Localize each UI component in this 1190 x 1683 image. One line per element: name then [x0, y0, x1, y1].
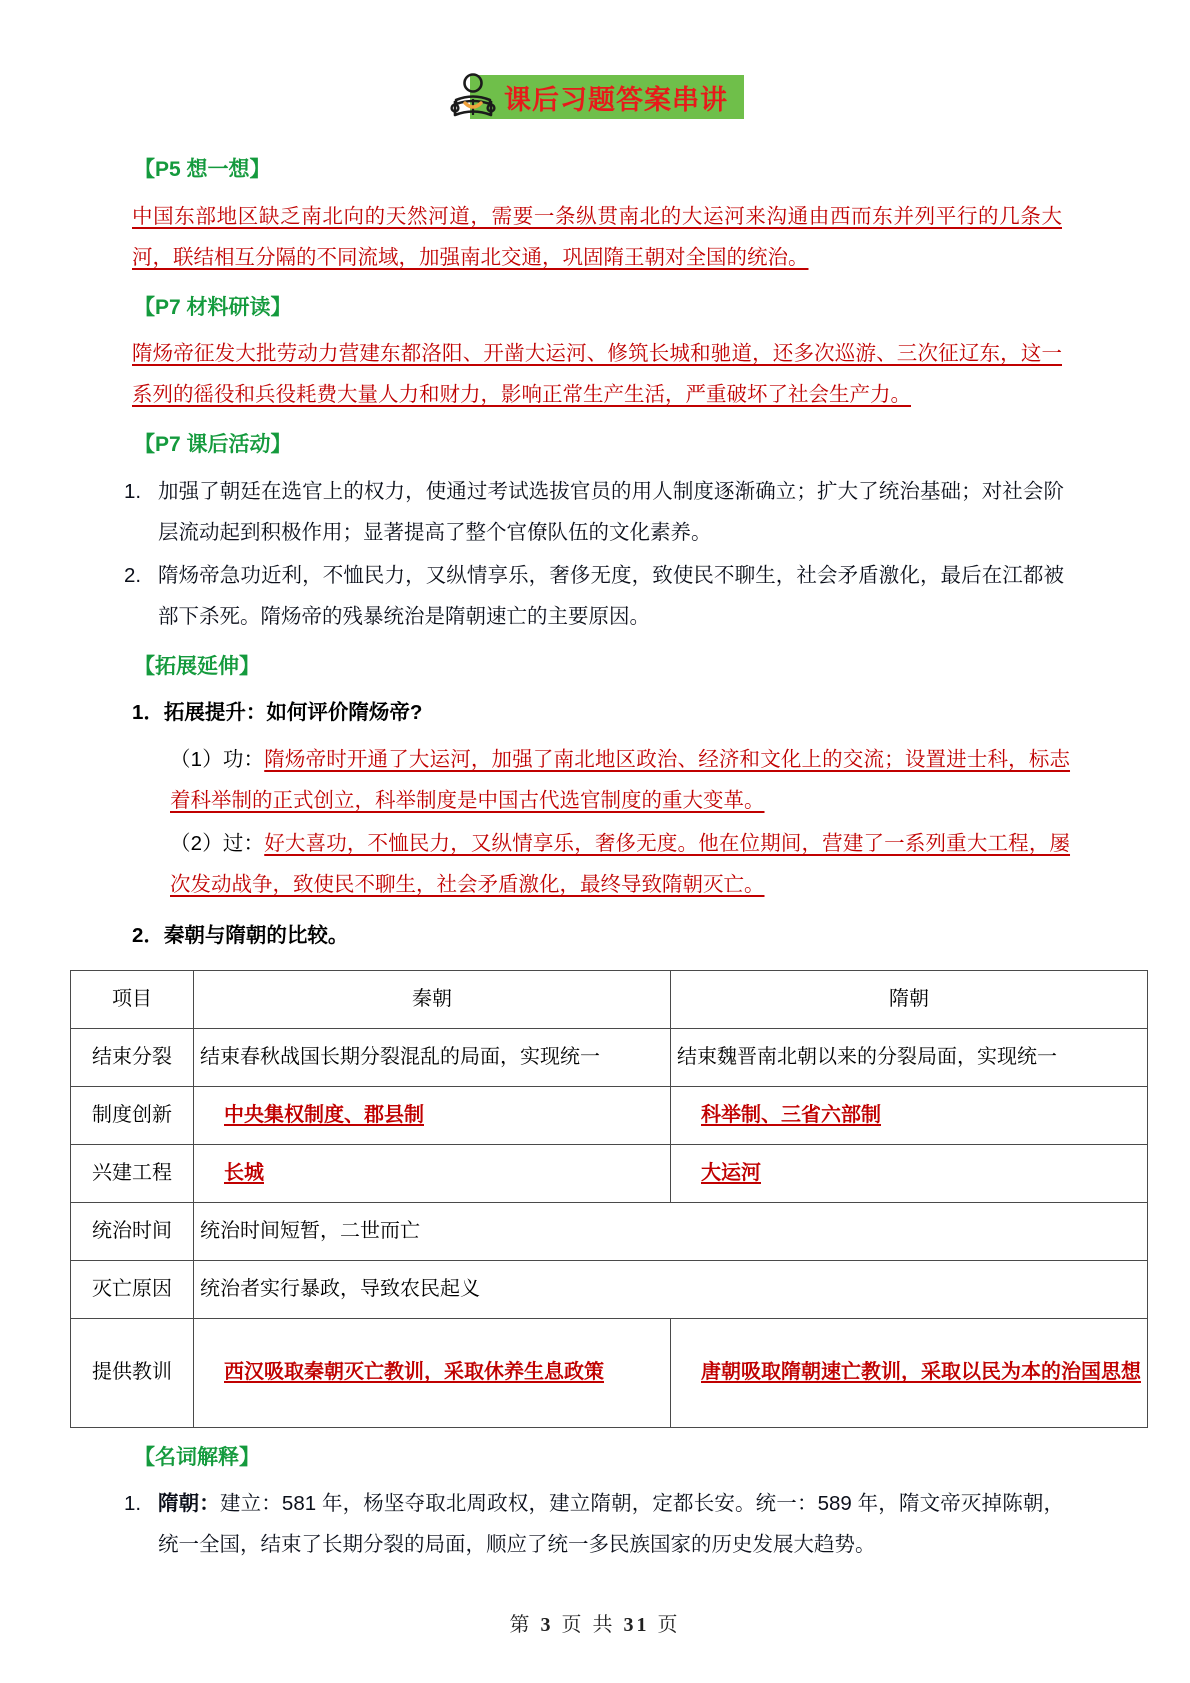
glossary-item-body [158, 1483, 1064, 1565]
table-row [71, 1028, 1148, 1086]
table-cell-sui: 结束魏晋南北朝以来的分裂局面，实现统一 [671, 1028, 1148, 1086]
table-cell-merged: 统治者实行暴政，导致农民起义 [194, 1260, 1148, 1318]
extension-fault [170, 823, 1070, 905]
list-item-text: 隋炀帝急功近利，不恤民力，又纵情享乐，奢侈无度，致使民不聊生，社会矛盾激化，最后在江都被部下杀死。隋炀帝的残暴统治是隋朝速亡的主要原因。 [158, 563, 1064, 628]
comparison-table [70, 970, 1148, 1428]
page-footer [0, 1608, 1190, 1637]
list-item-text: 加强了朝廷在选官上的权力，使通过考试选拔官员的用人制度逐渐确立；扩大了统治基础；对社会阶层流动起到积极作用；显著提高了整个官僚队伍的文化素养。 [158, 479, 1064, 544]
extension-merit-text: 隋炀帝时开通了大运河，加强了南北地区政治、经济和文化上的交流；设置进士科，标志着科举制的正式创立，科举制度是中国古代选官制度的重大变革。 [170, 747, 1071, 812]
extension-fault-label: （2）过： [170, 831, 265, 855]
section-heading-glossary: 【名词解释】 [134, 1445, 260, 1469]
extension-item2-title: 2．秦朝与隋朝的比较。 [132, 923, 349, 947]
answer-p5-text: 中国东部地区缺乏南北向的天然河道，需要一条纵贯南北的大运河来沟通由西而东并列平行的几条大河，联结相互分隔的不同流域，加强南北交通，巩固隋王朝对全国的统治。 [132, 204, 1062, 269]
table-row-label: 灭亡原因 [71, 1260, 194, 1318]
banner-bar [470, 75, 744, 119]
extension-fault-text: 好大喜功，不恤民力，又纵情享乐，奢侈无度。他在位期间，营建了一系列重大工程，屡次发动战争，致使民不聊生，社会矛盾激化，最终导致隋朝灭亡。 [170, 831, 1071, 896]
table-cell-sui: 大运河 [671, 1144, 1148, 1202]
glossary-item-text: 建立：581 年，杨坚夺取北周政权，建立隋朝，定都长安。统一：589 年，隋文帝灭掉陈朝，统一全国，结束了长期分裂的局面，顺应了统一多民族国家的历史发展大趋势。 [158, 1492, 1065, 1557]
table-cell-qin: 长城 [194, 1144, 671, 1202]
table-row [71, 1086, 1148, 1144]
list-item [124, 471, 1064, 553]
list-item [124, 555, 1064, 637]
answer-p7-material [132, 333, 1062, 415]
footer-prefix: 第 [509, 1614, 533, 1636]
table-cell-sui: 科举制、三省六部制 [671, 1086, 1148, 1144]
table-row-label: 结束分裂 [71, 1028, 194, 1086]
footer-suffix: 页 [657, 1614, 681, 1636]
section-heading-p7-activity: 【P7 课后活动】 [134, 433, 292, 456]
answer-p5 [132, 196, 1062, 278]
table-cell-sui: 唐朝吸取隋朝速亡教训，采取以民为本的治国思想 [671, 1318, 1148, 1427]
footer-total-pages: 31 [623, 1614, 650, 1636]
answer-p7-material-text: 隋炀帝征发大批劳动力营建东都洛阳、开凿大运河、修筑长城和驰道，还多次巡游、三次征辽东，这一系列的徭役和兵役耗费大量人力和财力，影响正常生产生活，严重破坏了社会生产力。 [132, 342, 1062, 406]
list-item-marker: 2. [124, 563, 142, 587]
footer-middle: 页 共 [561, 1614, 616, 1636]
table-row [71, 1144, 1148, 1202]
glossary-item-marker: 1. [124, 1492, 142, 1516]
banner-title: 课后习题答案串讲 [504, 84, 728, 115]
footer-current-page: 3 [540, 1614, 554, 1636]
document-content [62, 140, 1141, 1567]
table-header-cell: 秦朝 [194, 970, 671, 1028]
table-cell-merged: 统治时间短暂，二世而亡 [194, 1202, 1148, 1260]
section-heading-p5: 【P5 想一想】 [134, 158, 271, 181]
table-cell-qin: 中央集权制度、郡县制 [194, 1086, 671, 1144]
table-header-cell: 项目 [71, 970, 194, 1028]
table-row-label: 制度创新 [71, 1086, 194, 1144]
extension-merit [170, 739, 1070, 821]
page-banner [0, 70, 1190, 124]
glossary-item-term: 隋朝： [158, 1492, 220, 1516]
table-row-label: 统治时间 [71, 1202, 194, 1260]
table-cell-qin: 西汉吸取秦朝灭亡教训，采取休养生息政策 [194, 1318, 671, 1427]
table-header-cell: 隋朝 [671, 970, 1148, 1028]
section-heading-p7-material: 【P7 材料研读】 [134, 295, 292, 319]
table-row [71, 1318, 1148, 1427]
person-reading-icon [446, 70, 500, 124]
section-heading-extension: 【拓展延伸】 [134, 654, 260, 678]
extension-item1-title: 1．拓展提升：如何评价隋炀帝? [132, 701, 423, 724]
table-row-label: 兴建工程 [71, 1144, 194, 1202]
extension-merit-label: （1）功： [170, 747, 265, 771]
table-row [71, 1260, 1148, 1318]
table-cell-qin: 结束春秋战国长期分裂混乱的局面，实现统一 [194, 1028, 671, 1086]
glossary-item [124, 1483, 1064, 1565]
table-header-row [71, 970, 1148, 1028]
list-item-marker: 1. [124, 479, 142, 503]
table-row [71, 1202, 1148, 1260]
table-row-label: 提供教训 [71, 1318, 194, 1427]
